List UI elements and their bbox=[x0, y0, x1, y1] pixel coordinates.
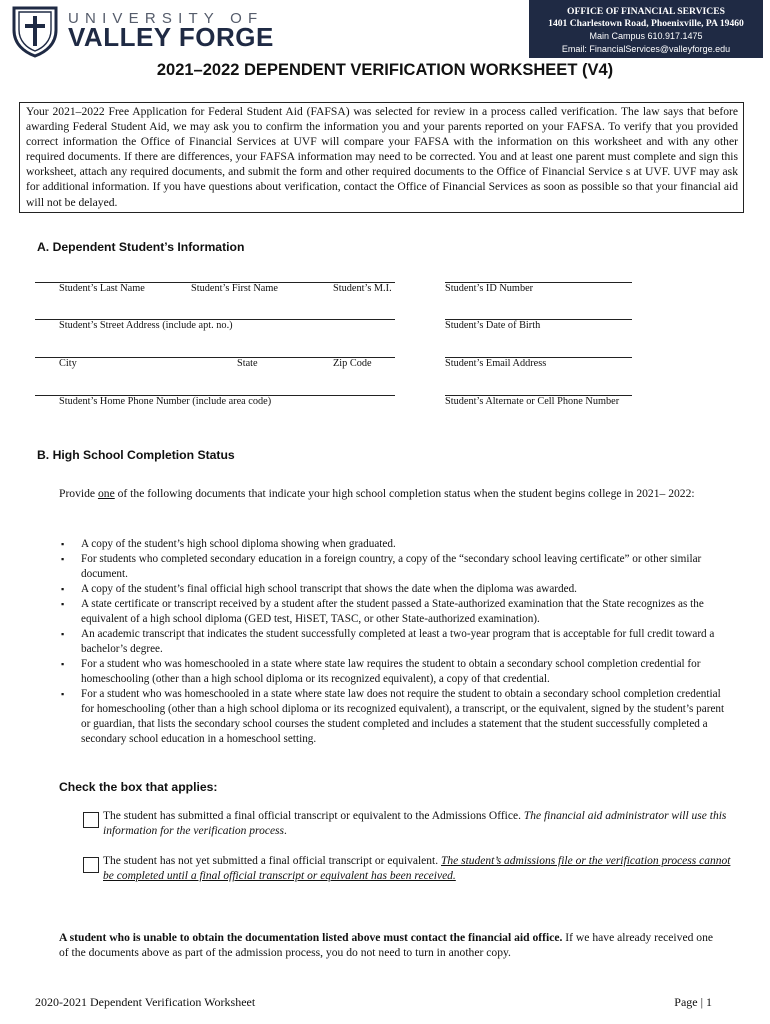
not-submitted-transcript-text bbox=[103, 854, 733, 884]
provide-pre: Provide bbox=[59, 487, 98, 500]
office-contact-box bbox=[529, 0, 763, 58]
list-item: ▪ A copy of the student’s final official high school transcript that shows the date when the diploma was awarded. bbox=[59, 582, 731, 597]
email-address-label: Student’s Email Address bbox=[445, 358, 547, 369]
intro-paragraph: Your 2021–2022 Free Application for Federal Student Aid (FAFSA) was selected for review in a process called verification. The law says that before awarding Federal Student Aid, we may ask you to confirm the information you and your parents reported on your FAFSA. To verify that you provided correct information the Office of Financial Services at UVF will compare your FAFSA with the information on this worksheet and with any other required documents. If there are differences, your FAFSA information may need to be corrected. You and at least one parent must complete and sign this worksheet, attach any required documents, and submit the form and other required documents to the Office of Financial Service s at UVF. UVF may ask for additional information. If you have questions about verification, contact the Office of Financial Services as soon as possible so that your financial aid will not be delayed. bbox=[19, 102, 744, 213]
zip-code-label: Zip Code bbox=[333, 358, 372, 369]
university-shield-logo-icon bbox=[10, 4, 60, 58]
not-submitted-transcript-checkbox[interactable] bbox=[83, 857, 99, 873]
page-number: Page | 1 bbox=[674, 995, 712, 1009]
home-phone-label: Student’s Home Phone Number (include area code) bbox=[59, 396, 272, 407]
check-box-heading: Check the box that applies: bbox=[59, 780, 218, 794]
option1-italic: The financial aid administrator will use this information for the verification process bbox=[103, 810, 727, 838]
first-name-label: Student’s First Name bbox=[191, 283, 278, 294]
office-phone: Main Campus 610.917.1475 bbox=[589, 31, 703, 41]
office-title: OFFICE OF FINANCIAL SERVICES bbox=[567, 6, 725, 17]
list-item: ▪ For a student who was homeschooled in a state where state law requires the student to obtain a secondary school completion credential for homeschooling (other than a high school diploma or its recognized equivalent), a copy of that credential. bbox=[59, 657, 731, 687]
list-item: ▪ An academic transcript that indicates the student successfully completed at least a two-year program that is acceptable for full credit toward a bachelor’s degree. bbox=[59, 627, 731, 657]
document-options-list bbox=[59, 537, 731, 747]
list-item: ▪ For a student who was homeschooled in a state where state law does not require the student to obtain a secondary school completion credential for homeschooling (other than a high school diploma or its recognized equivalent), a transcript, or the equivalent, signed by the student’s parent or guardian, that lists the secondary school courses the student completed and includes a statement that the student successfully completed a secondary school education in a homeschool setting. bbox=[59, 687, 731, 747]
footer-title: 2020-2021 Dependent Verification Worksheet bbox=[35, 995, 256, 1009]
office-email: Email: FinancialServices@valleyforge.edu bbox=[561, 44, 731, 54]
logo-university-of: UNIVERSITY OF bbox=[68, 10, 264, 27]
section-b-heading: B. High School Completion Status bbox=[37, 448, 235, 462]
option1-text: The student has submitted a final official transcript or equivalent to the Admissions Office. bbox=[103, 810, 524, 822]
id-number-label: Student’s ID Number bbox=[445, 283, 534, 294]
city-label: City bbox=[59, 358, 77, 369]
logo-valley-forge: VALLEY FORGE bbox=[68, 22, 274, 52]
date-of-birth-label: Student’s Date of Birth bbox=[445, 320, 541, 331]
last-name-label: Student’s Last Name bbox=[59, 283, 145, 294]
document-title: 2021–2022 DEPENDENT VERIFICATION WORKSHEET (V4) bbox=[156, 61, 614, 79]
provide-post: of the following documents that indicate your high school completion status when the student begins college in 2021– 2022: bbox=[114, 487, 695, 500]
middle-initial-label: Student’s M.I. bbox=[333, 283, 392, 294]
submitted-transcript-checkbox[interactable] bbox=[83, 812, 99, 828]
state-label: State bbox=[237, 358, 258, 369]
list-item: ▪ For students who completed secondary education in a foreign country, a copy of the “secondary school leaving certificate” or other similar document. bbox=[59, 552, 731, 582]
option2-italic: The student’s admissions file or the verification process cannot be completed until a final official transcript or equivalent has been received. bbox=[103, 855, 731, 883]
note-rest: If we have already received one of the documents above as part of the admission process, you do not need to turn in another copy. bbox=[59, 931, 714, 959]
note-bold: A student who is unable to obtain the documentation listed above must contact the financial aid office. bbox=[59, 931, 563, 944]
documentation-note bbox=[59, 930, 714, 960]
list-item: ▪ A state certificate or transcript received by a student after the student passed a State-authorized examination that the State recognizes as the equivalent of a high school diploma (GED test, HiSET, TASC, or other State-authorized examination). bbox=[59, 597, 731, 627]
option1-end: . bbox=[284, 825, 287, 838]
alt-phone-label: Student’s Alternate or Cell Phone Number bbox=[445, 396, 620, 407]
street-address-label: Student’s Street Address (include apt. no.) bbox=[59, 320, 233, 331]
option2-text: The student has not yet submitted a final official transcript or equivalent. bbox=[103, 855, 441, 867]
provide-instructions bbox=[59, 486, 699, 501]
office-address: 1401 Charlestown Road, Phoenixville, PA 19460 bbox=[548, 18, 744, 29]
list-item: ▪ A copy of the student’s high school diploma showing when graduated. bbox=[59, 537, 731, 552]
submitted-transcript-text bbox=[103, 809, 733, 839]
provide-one: one bbox=[97, 487, 115, 500]
section-a-heading: A. Dependent Student’s Information bbox=[37, 240, 245, 254]
